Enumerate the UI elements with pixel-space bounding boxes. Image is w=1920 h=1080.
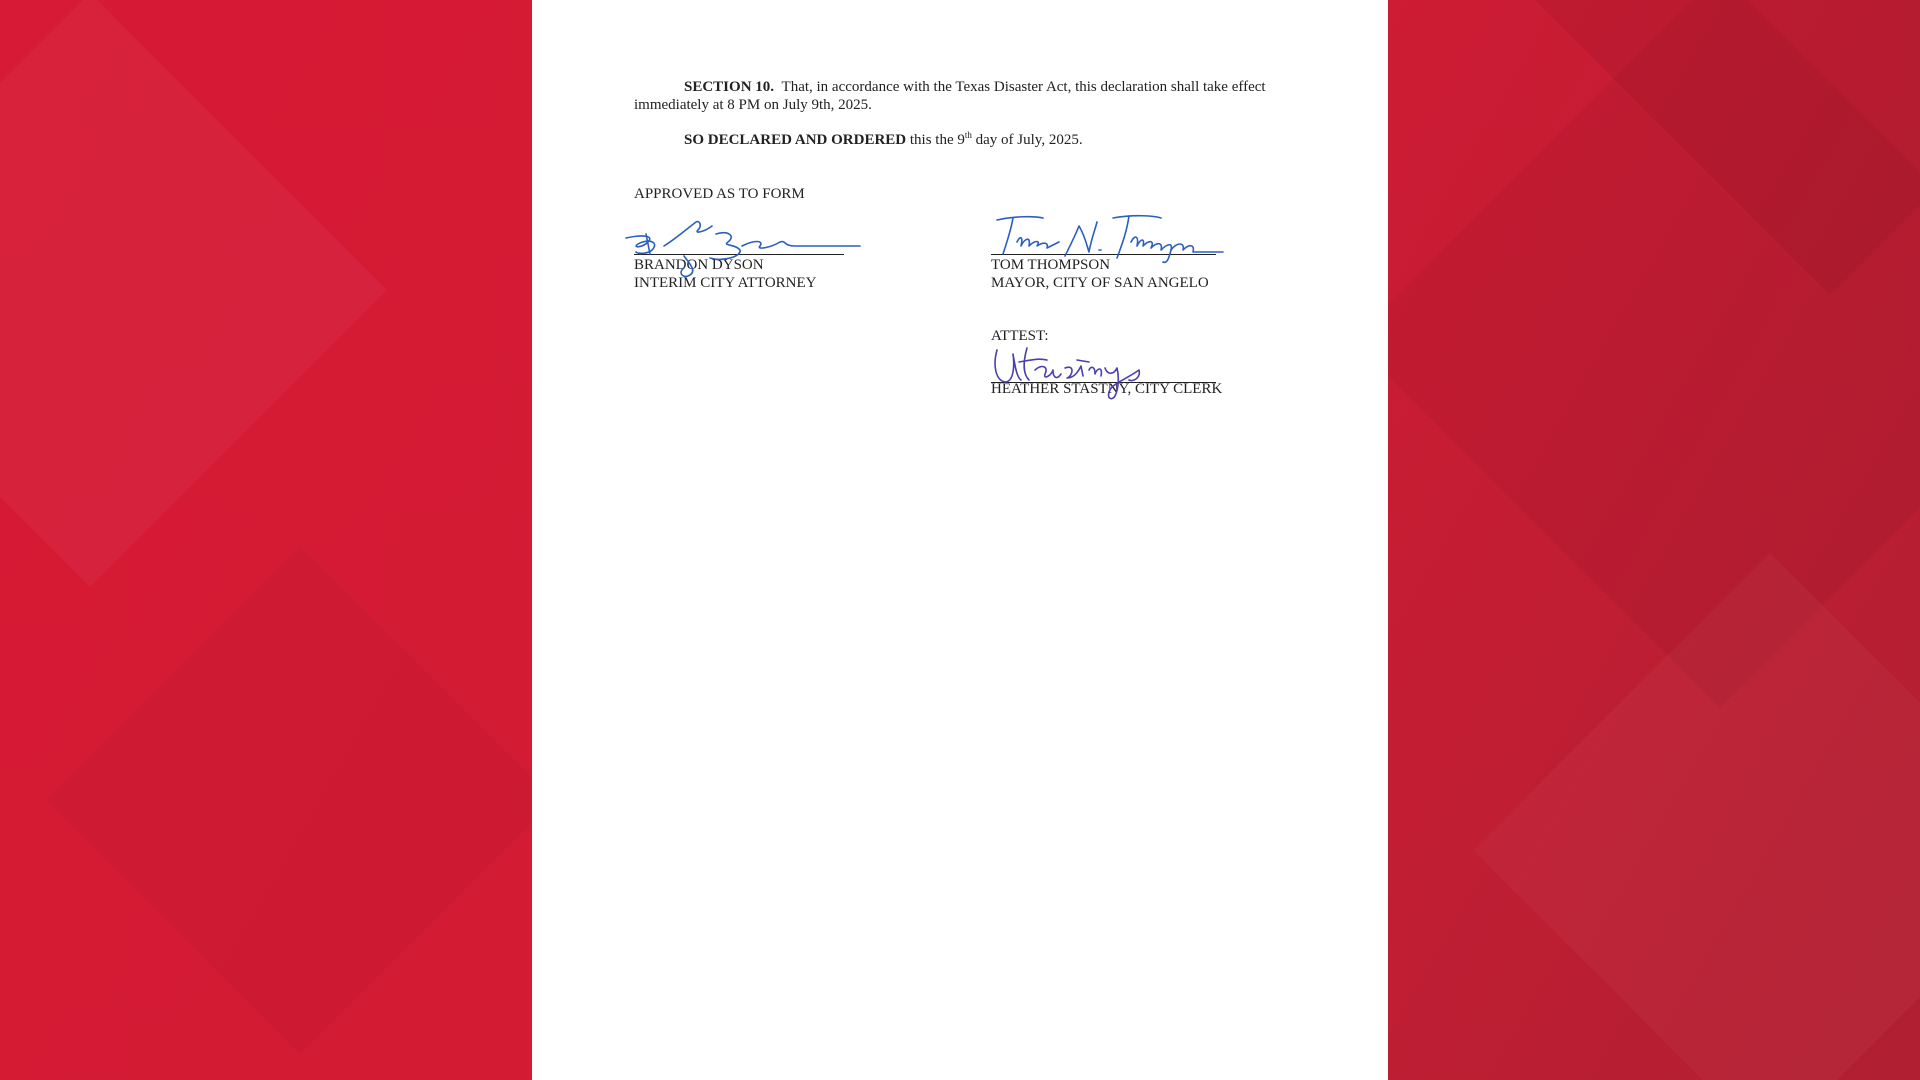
clerk-signature-block: [991, 340, 1271, 410]
attorney-name: BRANDON DYSON: [634, 257, 764, 273]
clerk-signature: [991, 340, 1171, 410]
mayor-signature: [995, 212, 1235, 264]
section-10-paragraph: [634, 78, 1304, 114]
section-text-line1: That, in accordance with the Texas Disaster Act, this declaration shall take effect: [781, 79, 1266, 95]
declared-bold: SO DECLARED AND ORDERED: [684, 132, 907, 148]
declared-superscript: th: [964, 130, 972, 140]
approved-as-to-form-label: APPROVED AS TO FORM: [634, 186, 805, 202]
document-body: [634, 78, 1304, 166]
attorney-title: INTERIM CITY ATTORNEY: [634, 275, 817, 291]
declared-text-after: day of July, 2025.: [971, 132, 1083, 148]
declared-paragraph: [634, 131, 1304, 149]
attorney-signature-block: [634, 212, 894, 292]
document-page: [532, 0, 1388, 1080]
section-heading: SECTION 10.: [684, 79, 775, 95]
clerk-name: HEATHER STASTNY, CITY CLERK: [991, 381, 1223, 397]
declared-text: this the 9: [906, 132, 965, 148]
mayor-name: TOM THOMPSON: [991, 257, 1111, 273]
background-facet: [1473, 553, 1920, 1080]
attest-label: ATTEST:: [991, 328, 1049, 344]
mayor-signature-block: [991, 212, 1251, 292]
section-text-line2: immediately at 8 PM on July 9th, 2025.: [634, 97, 872, 113]
background-facet: [45, 545, 554, 1054]
background-facet: [0, 0, 387, 587]
mayor-title: MAYOR, CITY OF SAN ANGELO: [991, 275, 1209, 291]
attorney-signature: [624, 212, 874, 292]
